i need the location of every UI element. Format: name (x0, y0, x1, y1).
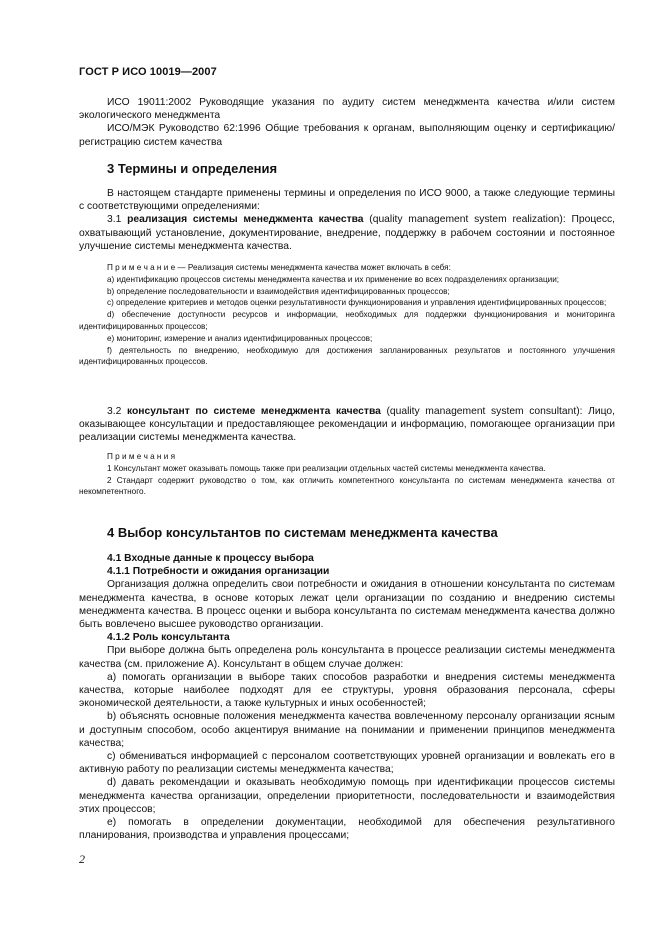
term-3-1-definition: (quality management system realization): Процесс, охватывающий установление, документирование, внедрение, поддержку в рабочем состоянии и постоянное улучшение системы менеджмента качества. (79, 214, 615, 252)
page-number: 2 (79, 852, 85, 866)
section-3-title: 3 Термины и определения (107, 161, 278, 176)
section-3-body (79, 187, 615, 253)
note-item-b: b) определение последовательности и взаимодействия идентифицированных процессов; (107, 286, 450, 296)
reference-iso-19011: ИСО 19011:2002 Руководящие указания по аудиту систем менеджмента качества и/или систем экологического менеджмента (79, 97, 615, 122)
notes-label: П р и м е ч а н и я (107, 452, 176, 461)
note-1: 1 Консультант может оказывать помощь также при реализации отдельных частей системы менеджмента качества. (107, 463, 546, 473)
section-4-title: 4 Выбор консультантов по системам менеджмента качества (107, 525, 498, 540)
term-3-2-number: 3.2 (107, 406, 122, 417)
note-item-e: e) мониторинг, измерение и анализ идентифицированных процессов; (107, 333, 373, 343)
consultant-duty-e: e) помогать в определении документации, необходимой для обеспечения результативного планирования, производства и управления процессами; (79, 817, 615, 842)
subsection-4-1-1-text: Организация должна определить свои потребности и ожидания в отношении консультанта по системам менеджмента качества, в основе которых лежат цели организации по созданию и внедрению системы менеджмента качества. В процесс оценки и выбора консультанта по системам менеджмента качества должно быть вовлечено высшее руководство организации. (79, 579, 615, 631)
term-3-1-number: 3.1 (107, 214, 122, 226)
consultant-duty-d: d) давать рекомендации и оказывать необходимую помощь при идентификации процессов системы менеджмента качества организации, определении приоритетности, последовательности и взаимодействия этих процессов; (79, 777, 615, 815)
note-item-c: c) определение критериев и методов оценки результативности функционирования и управления идентифицированных процессов; (107, 298, 607, 308)
subsection-4-1-2-text: При выборе должна быть определена роль консультанта в процессе реализации системы менеджмента качества (см. приложение А). Консультант в общем случае должен: (79, 645, 615, 670)
consultant-duty-c: c) обмениваться информацией с персоналом соответствующих уровней организации и вовлекать его в активную работу по реализации системы менеджмента качества; (79, 751, 615, 776)
document-header: ГОСТ Р ИСО 10019—2007 (79, 66, 217, 78)
note-label: П р и м е ч а н и е (107, 263, 176, 272)
term-3-1-note (79, 262, 615, 368)
term-3-2-term: консультант по системе менеджмента качества (126, 406, 381, 417)
term-3-2 (79, 405, 615, 445)
reference-iso-iec-guide-62: ИСО/МЭК Руководство 62:1996 Общие требования к органам, выполняющим оценку и сертификацию/регистрацию систем качества (79, 123, 615, 148)
note-item-f: f) деятельность по внедрению, необходимую для достижения запланированных результатов и постоянного улучшения идентифицированных процессов. (79, 345, 615, 367)
note-text: — Реализация системы менеджмента качества может включать в себя: (177, 263, 451, 272)
term-3-1 (79, 213, 615, 253)
term-3-2-block (79, 405, 615, 445)
subsection-4-1-1-title: 4.1.1 Потребности и ожидания организации (107, 566, 330, 578)
term-3-2-notes (79, 451, 615, 498)
section-4 (79, 525, 615, 540)
subsection-4-1-title: 4.1 Входные данные к процессу выбора (107, 553, 314, 564)
term-3-2-definition: (quality management system consultant): Лицо, оказывающее консультации и предоставляющее рекомендации и информацию, помогающее организации при реализации системы менеджмента качества. (79, 406, 615, 444)
consultant-duty-a: a) помогать организации в выборе таких способов разработки и внедрения системы менеджмента качества, которые наиболее подходят для ее структуры, уровня образования персонала, сферы экономической деятельности, а также культурных и иных особенностей; (79, 671, 615, 710)
normative-references (79, 96, 615, 149)
note-item-a: a) идентификацию процессов системы менеджмента качества и их применение во всех подразделениях организации; (107, 274, 560, 284)
note-item-d: d) обеспечение доступности ресурсов и информации, необходимых для поддержки функционирования и мониторинга идентифицированных процессов; (79, 310, 615, 331)
term-3-1-term: реализация системы менеджмента качества (127, 214, 364, 226)
note-2: 2 Стандарт содержит руководство о том, как отличить компетентного консультанта по системам менеджмента качества от некомпетентного. (79, 475, 615, 497)
note-heading (79, 262, 615, 274)
section-3-intro: В настоящем стандарте применены термины и определения по ИСО 9000, а также следующие термины с соответствующими определениями: (79, 188, 615, 213)
section-3 (79, 161, 615, 176)
section-4-body (79, 552, 615, 842)
consultant-duty-b: b) объяснять основные положения менеджмента качества вовлеченному персоналу организации ясным и доступным способом, особо акцентируя внимание на понимании и применении принципов менеджмента качества; (79, 711, 615, 749)
subsection-4-1-2-title: 4.1.2 Роль консультанта (107, 632, 230, 644)
